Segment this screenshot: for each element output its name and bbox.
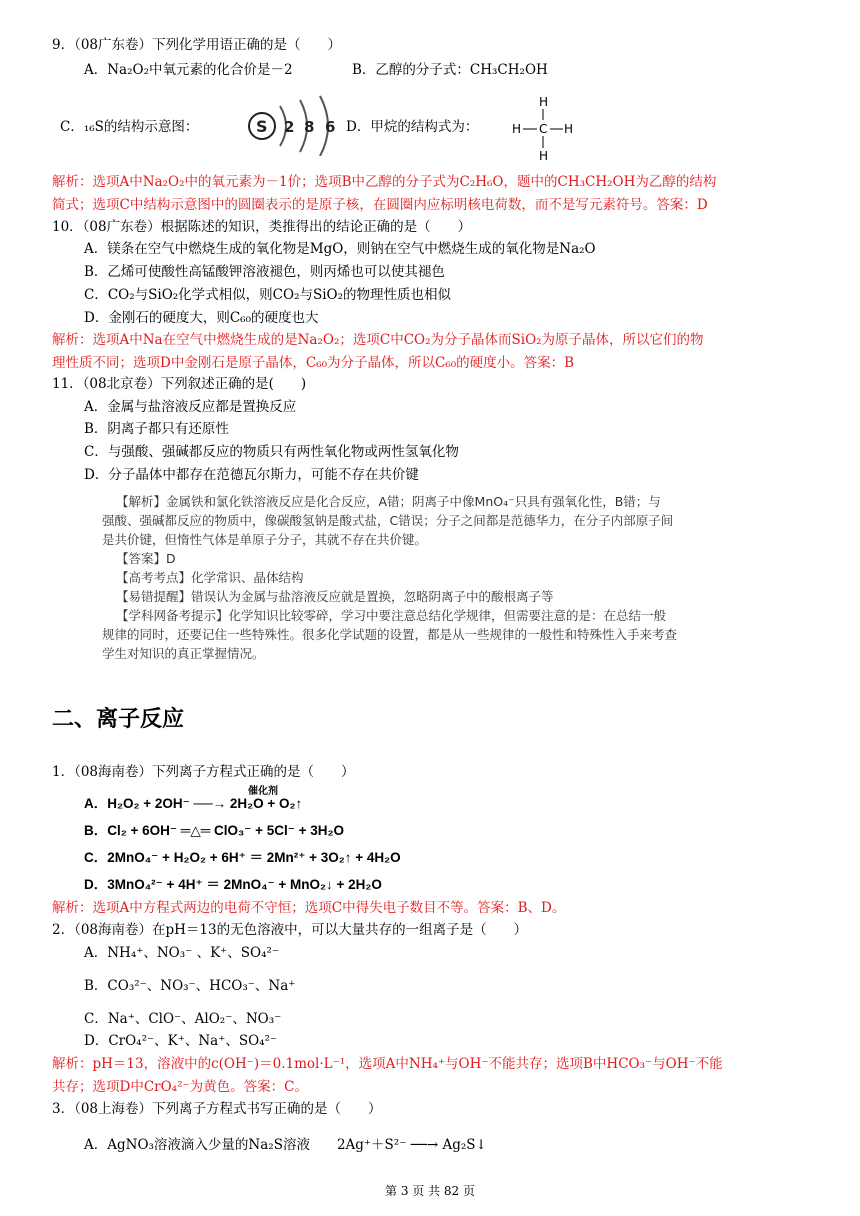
s2q2-analysis-line1: 解析：pH＝13，溶液中的c(OH⁻)＝0.1mol·L⁻¹，选项A中NH₄⁺与OH⁻不能共存；选项B中HCO₃⁻与OH⁻不能 [52, 1056, 723, 1072]
q11-option-b: B．阴离子都只有还原性 [84, 421, 229, 437]
q9-stem: 9．（08广东卷）下列化学用语正确的是（ ） [52, 37, 342, 53]
q10-analysis-line2: 理性质不同；选项D中金刚石是原子晶体，C₆₀为分子晶体，所以C₆₀的硬度小。答案：B [52, 355, 575, 371]
methane-h-top: H [539, 95, 549, 109]
s2q1-stem: 1．（08海南卷）下列离子方程式正确的是（ ） [52, 764, 355, 780]
s2q1-equation-b: B．Cl₂ + 6OH⁻ ═△═ ClO₃⁻ + 5Cl⁻ + 3H₂O [84, 823, 345, 838]
s2q2-analysis-line2: 共存；选项D中CrO₄²⁻为黄色。答案：C。 [52, 1079, 308, 1095]
nucleus-label: S [256, 117, 268, 136]
s2q3-option-a: A．AgNO₃溶液滴入少量的Na₂S溶液 2Ag⁺＋S²⁻ ──→ Ag₂S↓ [84, 1137, 487, 1153]
s2q3-stem: 3．（08上海卷）下列离子方程式书写正确的是（ ） [52, 1101, 382, 1117]
q11-option-d: D．分子晶体中都存在范德瓦尔斯力，可能不存在共价键 [84, 467, 419, 483]
s2q2-option-d: D．CrO₄²⁻、K⁺、Na⁺、SO₄²⁻ [84, 1033, 278, 1049]
methane-h-left: H [512, 122, 522, 136]
methane-h-right: H [564, 122, 574, 136]
page-footer: 第 3 页 共 82 页 [385, 1184, 475, 1198]
shell-count-2: 8 [304, 118, 315, 136]
methane-structure [510, 92, 580, 164]
q11-stem: 11．（08北京卷）下列叙述正确的是( ) [52, 376, 307, 392]
q9-option-c: C．₁₆S的结构示意图： [60, 119, 199, 135]
s2q2-stem: 2．（08海南卷）在pH＝13的无色溶液中，可以大量共存的一组离子是（ ） [52, 922, 528, 938]
s2q1-analysis: 解析：选项A中方程式两边的电荷不守恒；选项C中得失电子数目不等。答案：B、D。 [52, 900, 566, 916]
s2q2-option-c: C．Na⁺、ClO⁻、AlO₂⁻、NO₃⁻ [84, 1011, 282, 1027]
q9-analysis-line1: 解析：选项A中Na₂O₂中的氧元素为－1价；选项B中乙醇的分子式为C₂H₆O，题中的CH₃CH₂OH为乙醇的结构 [52, 174, 717, 190]
scan-line: 【高考考点】化学常识、晶体结构 [116, 570, 304, 585]
catalyst-label: 催化剂 [248, 786, 278, 797]
s2q1-equation-a [84, 786, 303, 812]
shell-count-1: 2 [284, 118, 295, 136]
scan-line: 【易错提醒】错误认为金属与盐溶液反应就是置换，忽略阴离子中的酸根离子等 [116, 589, 554, 604]
methane-c: C [539, 122, 548, 136]
q9-option-a: A．Na₂O₂中氧元素的化合价是－2 [84, 62, 293, 78]
sulfur-atom-diagram [240, 92, 344, 156]
shell-count-3: 6 [325, 118, 336, 136]
scan-line: 规律的同时，还要记住一些特殊性。很多化学试题的设置，都是从一些规律的一般性和特殊性入手来考查 [102, 627, 678, 642]
q9-option-d: D．甲烷的结构式为： [346, 119, 479, 135]
q9-option-b: B．乙醇的分子式：CH₃CH₂OH [352, 62, 548, 78]
s2q1-equation-c: C．2MnO₄⁻ + H₂O₂ + 6H⁺ ＝ 2Mn²⁺ + 3O₂↑ + 4H₂O [84, 850, 401, 865]
q10-analysis-line1: 解析：选项A中Na在空气中燃烧生成的是Na₂O₂；选项C中CO₂为分子晶体而SiO₂为原子晶体，所以它们的物 [52, 332, 704, 348]
section-title: 二、离子反应 [52, 707, 185, 732]
scan-line: 学生对知识的真正掌握情况。 [102, 646, 265, 661]
q11-scanned-explanation [102, 492, 816, 663]
q10-option-b: B．乙烯可使酸性高锰酸钾溶液褪色，则丙烯也可以使其褪色 [84, 264, 445, 280]
scan-line: 强酸、强碱都反应的物质中，像碳酸氢钠是酸式盐，C错误；分子之间都是范德华力，在分子内部原子间 [102, 513, 674, 528]
q10-stem: 10．（08广东卷）根据陈述的知识，类推得出的结论正确的是（ ） [52, 219, 472, 235]
s2q2-option-b: B．CO₃²⁻、NO₃⁻、HCO₃⁻、Na⁺ [84, 978, 296, 994]
scan-line: 【学科网备考提示】化学知识比较零碎，学习中要注意总结化学规律，但需要注意的是：在总结一般 [116, 608, 667, 623]
q10-option-d: D．金刚石的硬度大，则C₆₀的硬度也大 [84, 310, 319, 326]
q11-option-c: C．与强酸、强碱都反应的物质只有两性氧化物或两性氢氧化物 [84, 444, 459, 460]
scan-line: 【答案】D [116, 551, 176, 566]
methane-h-bottom: H [539, 149, 549, 163]
scan-line: 是共价键，但惰性气体是单原子分子，其就不存在共价键。 [102, 532, 428, 547]
q10-option-a: A．镁条在空气中燃烧生成的氧化物是MgO，则钠在空气中燃烧生成的氧化物是Na₂O [84, 241, 596, 257]
q9-analysis-line2: 简式；选项C中结构示意图中的圆圈表示的是原子核，在圆圈内应标明核电荷数，而不是写元素符号。答案：D [52, 197, 708, 213]
q11-option-a: A．金属与盐溶液反应都是置换反应 [84, 399, 297, 415]
s2q1-equation-d: D．3MnO₄²⁻ + 4H⁺ ＝ 2MnO₄⁻ + MnO₂↓ + 2H₂O [84, 877, 382, 892]
scan-line: 【解析】金属铁和氯化铁溶液反应是化合反应，A错；阴离子中像MnO₄⁻只具有强氧化性，B错；与 [116, 494, 661, 509]
s2q2-option-a: A．NH₄⁺、NO₃⁻ 、K⁺、SO₄²⁻ [84, 945, 280, 961]
s2q1-equation-a-text: A．H₂O₂ + 2OH⁻ ──→ 2H₂O + O₂↑ [84, 796, 303, 811]
q10-option-c: C．CO₂与SiO₂化学式相似，则CO₂与SiO₂的物理性质也相似 [84, 287, 452, 303]
